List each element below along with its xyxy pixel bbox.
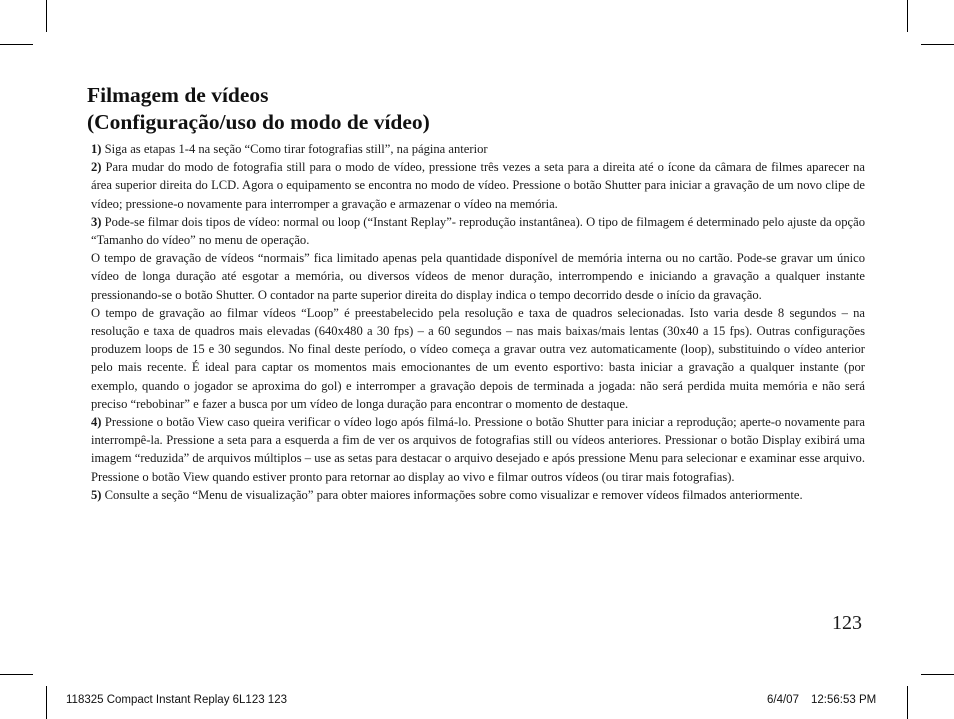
body-text — [91, 140, 865, 504]
paragraph-text: Para mudar do modo de fotografia still para o modo de vídeo, pressione três vezes a seta para a direita até o ícone da câmara de filmes aparecer na área superior direita do LCD. Agora o equipamento se encontra no modo de vídeo. Pressione o botão Shutter para iniciar a gravação de um novo clipe de vídeo; pressione-o novamente para interromper a gravação e armazenar o vídeo na memória. — [91, 160, 865, 211]
paragraph — [91, 486, 865, 504]
paragraph — [91, 304, 865, 413]
page-heading — [87, 82, 787, 136]
step-number: 1) — [91, 142, 102, 156]
crop-mark — [921, 44, 954, 45]
crop-mark — [46, 686, 47, 719]
heading-line-2: (Configuração/uso do modo de vídeo) — [87, 110, 430, 134]
paragraph-text: O tempo de gravação ao filmar vídeos “Loop” é preestabelecido pela resolução e taxa de quadros selecionadas. Isto varia desde 8 segundos – na resolução e taxa de quadros mais elevadas (640x480 a 30 fps) – a 60 segundos – nas mais baixas/mais lentas (30x40 a 15 fps). Outras configurações produzem loops de 15 e 30 segundos. No final deste período, o vídeo começa a gravar outra vez automaticamente (loop), substituindo o vídeo anterior pelo mais recente. É ideal para captar os momentos mais emocionantes de um evento esportivo: basta iniciar a gravação a qualquer instante (por exemplo, quando o jogador se aproxima do gol) e interromper a gravação depois de terminada a jogada: não será perdida muita memória e não será preciso “rebobinar” e fazer a busca por um vídeo de longa duração para encontrar o momento de destaque. — [91, 305, 865, 411]
footer-timestamp — [767, 694, 876, 706]
paragraph-text: O tempo de gravação de vídeos “normais” fica limitado apenas pela quantidade disponível de memória interna ou no cartão. Pode-se gravar um único vídeo de longa duração até esgotar a memória, ou diversos vídeos de menor duração, interrompendo e iniciando a gravação a qualquer instante pressionando-se o botão Shutter. O contador na parte superior direita do display indica o tempo decorrido desde o início da gravação. — [91, 251, 865, 302]
step-number: 3) — [91, 214, 102, 229]
paragraph — [91, 213, 865, 249]
paragraph-text: Pode-se filmar dois tipos de vídeo: normal ou loop (“Instant Replay”- reprodução instantânea). O tipo de filmagem é determinado pelo ajuste da opção “Tamanho do vídeo” no menu de operação. — [91, 214, 865, 248]
crop-mark — [0, 674, 33, 675]
crop-mark — [46, 0, 47, 32]
paragraph — [91, 249, 865, 304]
step-number: 4) — [91, 415, 102, 430]
paragraph — [91, 158, 865, 213]
footer-date: 6/4/07 — [767, 694, 799, 706]
step-number: 2) — [91, 160, 102, 175]
step-number: 5) — [91, 487, 102, 502]
paragraph — [91, 140, 865, 158]
footer-slug: 118325 Compact Instant Replay 6L123 123 — [66, 694, 287, 706]
paragraph — [91, 413, 865, 486]
paragraph-text: Pressione o botão View caso queira verificar o vídeo logo após filmá-lo. Pressione o botão Shutter para iniciar a reprodução; aperte-o novamente para interrompê-la. Pressione a seta para a esquerda a fim de ver os arquivos de fotografias still ou vídeos anteriores. Pressionar o botão Display exibirá uma imagem “reduzida” de arquivos múltiplos – use as setas para destacar o arquivo desejado e após pressione Menu para selecionar e examinar esse arquivo. Pressione o botão View quando estiver pronto para retornar ao display ao vivo e filmar outros vídeos (ou tirar mais fotografias). — [91, 415, 865, 484]
page-number: 123 — [832, 612, 862, 634]
paragraph-text: Consulte a seção “Menu de visualização” para obter maiores informações sobre como visualizar e remover vídeos filmados anteriormente. — [104, 487, 803, 502]
crop-mark — [921, 674, 954, 675]
paragraph-text: Siga as etapas 1-4 na seção “Como tirar fotografias still”, na página anterior — [104, 142, 488, 156]
crop-mark — [907, 686, 908, 719]
crop-mark — [0, 44, 33, 45]
crop-mark — [907, 0, 908, 32]
heading-line-1: Filmagem de vídeos — [87, 83, 269, 107]
footer-time: 12:56:53 PM — [810, 694, 877, 706]
